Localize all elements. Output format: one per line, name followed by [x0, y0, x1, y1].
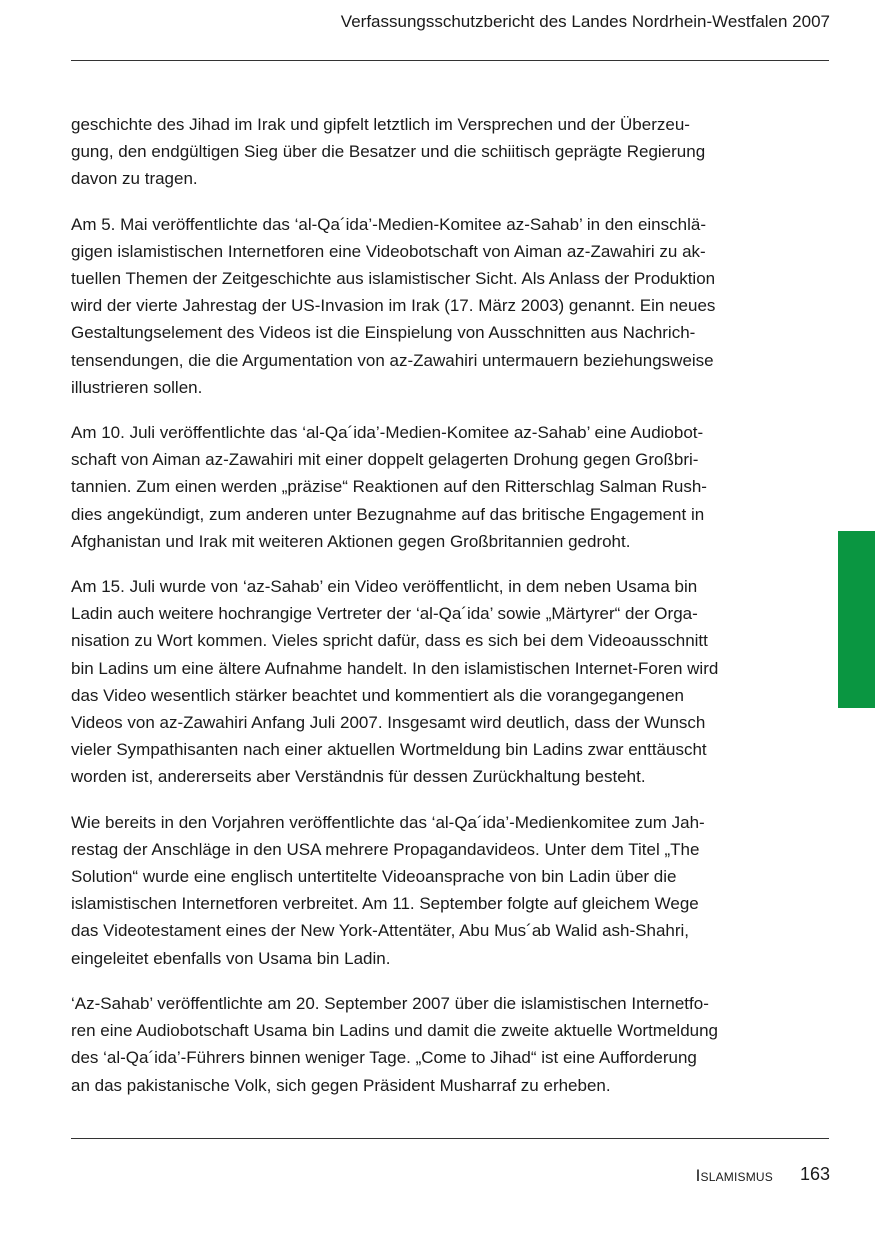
text-line: das Video wesentlich stärker beachtet und kommentiert als die vorangegangenen	[71, 685, 685, 705]
text-line: islamistischen Internetforen verbreitet. Am 11. September folgte auf gleichem Wege	[71, 894, 699, 914]
text-line: tuellen Themen der Zeitgeschichte aus islamistischer Sicht. Als Anlass der Produktion	[71, 269, 716, 289]
text-line: tannien. Zum einen werden „präzise“ Reaktionen auf den Ritterschlag Salman Rush-	[71, 477, 707, 497]
text-line: worden ist, andererseits aber Verständnis für dessen Zurückhaltung besteht.	[71, 767, 646, 787]
text-line: geschichte des Jihad im Irak und gipfelt letztlich im Versprechen und der Überzeu-	[71, 115, 690, 134]
text-line: das Videotestament eines der New York-Attentäter, Abu Mus´ab Walid ash-Shahri,	[71, 921, 690, 941]
paragraph-3	[71, 419, 829, 555]
text-line: illustrieren sollen.	[71, 377, 203, 397]
text-line: Ladin auch weitere hochrangige Vertreter der ‘al-Qa´ida’ sowie „Märtyrer“ der Orga-	[71, 604, 698, 624]
text-line: ren eine Audiobotschaft Usama bin Ladins und damit die zweite aktuelle Wortmeldung	[71, 1021, 719, 1041]
text-line: vieler Sympathisanten nach einer aktuellen Wortmeldung bin Ladins zwar enttäuscht	[71, 740, 707, 760]
text-line: Solution“ wurde eine englisch untertitelte Videoansprache von bin Ladin über die	[71, 867, 677, 887]
text-line: Am 5. Mai veröffentlichte das ‘al-Qa´ida’-Medien-Komitee az-Sahab’ in den einschlä-	[71, 214, 706, 234]
header-divider	[71, 60, 829, 61]
text-line: gigen islamistischen Internetforen eine Videobotschaft von Aiman az-Zawahiri zu ak-	[71, 241, 706, 261]
text-line: wird der vierte Jahrestag der US-Invasion im Irak (17. März 2003) genannt. Ein neues	[71, 296, 716, 316]
text-line: Wie bereits in den Vorjahren veröffentlichte das ‘al-Qa´ida’-Medienkomitee zum Jah-	[71, 812, 705, 832]
body-text	[71, 111, 829, 1117]
paragraph-6	[71, 990, 829, 1099]
text-line: des ‘al-Qa´ida’-Führers binnen weniger Tage. „Come to Jihad“ ist eine Aufforderung	[71, 1048, 697, 1068]
text-line: Gestaltungselement des Videos ist die Einspielung von Ausschnitten aus Nachrich-	[71, 323, 696, 343]
text-line: Videos von az-Zawahiri Anfang Juli 2007. Insgesamt wird deutlich, dass der Wunsch	[71, 713, 706, 733]
text-line: schaft von Aiman az-Zawahiri mit einer doppelt gelagerten Drohung gegen Großbri-	[71, 450, 699, 470]
text-line: an das pakistanische Volk, sich gegen Präsident Musharraf zu erheben.	[71, 1075, 611, 1095]
footer-section-title: Islamismus	[695, 1166, 773, 1185]
page-number: 163	[799, 1164, 830, 1184]
text-line: Afghanistan und Irak mit weiteren Aktionen gegen Großbritannien gedroht.	[71, 531, 631, 551]
running-header-title: Verfassungsschutzbericht des Landes Nordrhein-Westfalen 2007	[340, 12, 830, 31]
paragraph-5	[71, 809, 829, 972]
paragraph-1	[71, 111, 829, 193]
text-line: bin Ladins um eine ältere Aufnahme handelt. In den islamistischen Internet-Foren wird	[71, 658, 719, 678]
text-line: tensendungen, die die Argumentation von az-Zawahiri untermauern beziehungsweise	[71, 350, 714, 370]
footer-divider	[71, 1138, 829, 1139]
paragraph-2	[71, 211, 829, 401]
paragraph-4	[71, 573, 829, 791]
text-line: eingeleitet ebenfalls von Usama bin Ladin.	[71, 948, 391, 968]
text-line: dies angekündigt, zum anderen unter Bezugnahme auf das britische Engagement in	[71, 504, 705, 524]
text-line: restag der Anschläge in den USA mehrere Propagandavideos. Unter dem Titel „The	[71, 839, 700, 859]
text-line: ‘Az-Sahab’ veröffentlichte am 20. September 2007 über die islamistischen Internetfo-	[71, 993, 709, 1013]
text-line: Am 15. Juli wurde von ‘az-Sahab’ ein Video veröffentlicht, in dem neben Usama bin	[71, 577, 698, 597]
text-line: gung, den endgültigen Sieg über die Besatzer und die schiitisch geprägte Regierung	[71, 142, 706, 162]
chapter-tab-marker	[838, 531, 875, 708]
text-line: davon zu tragen.	[71, 169, 198, 189]
text-line: Am 10. Juli veröffentlichte das ‘al-Qa´ida’-Medien-Komitee az-Sahab’ eine Audiobot-	[71, 423, 704, 443]
text-line: nisation zu Wort kommen. Vieles spricht dafür, dass es sich bei dem Videoausschnitt	[71, 631, 708, 651]
